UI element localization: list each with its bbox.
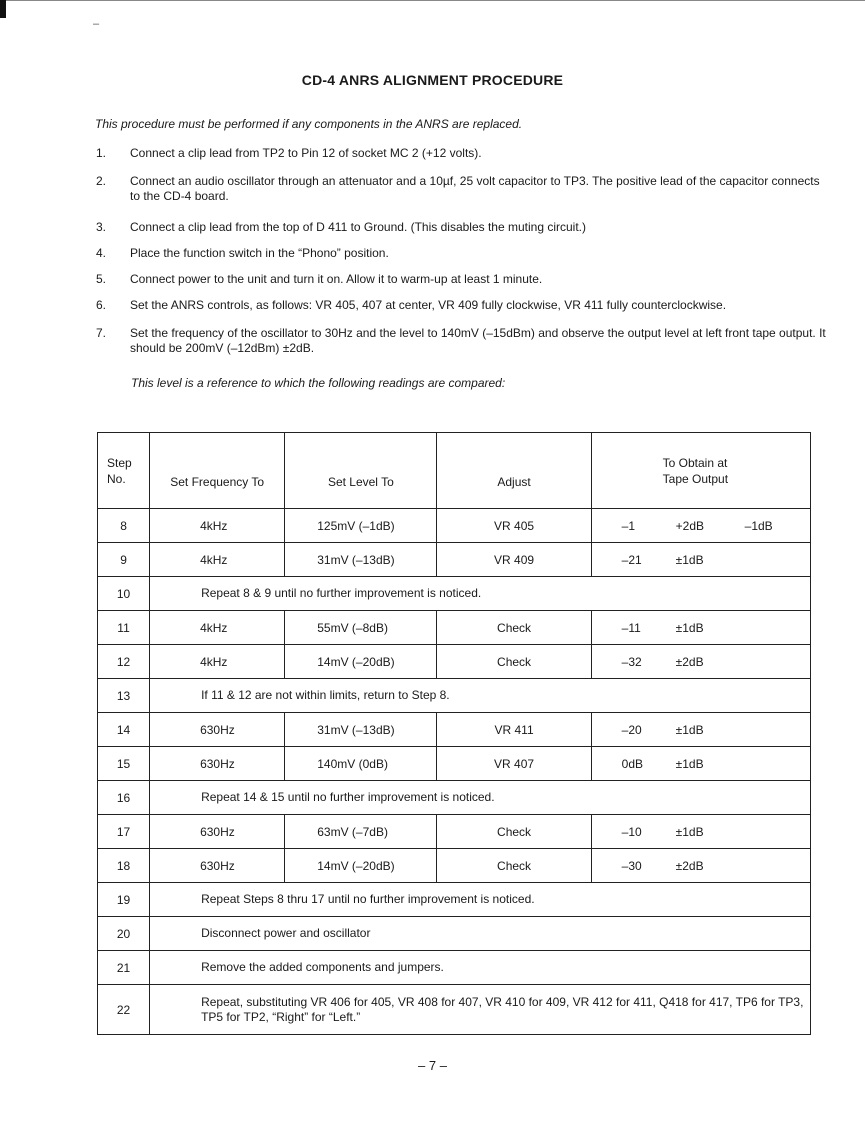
cell-level: 14mV (–20dB)	[285, 645, 437, 679]
cell-step: 12	[98, 645, 150, 679]
cell-step: 22	[98, 985, 150, 1035]
obtain-db: –11	[621, 620, 641, 635]
cell-frequency: 4kHz	[150, 645, 285, 679]
cell-frequency: 4kHz	[150, 543, 285, 577]
cell-level: 63mV (–7dB)	[285, 815, 437, 849]
table-row	[98, 509, 811, 543]
cell-obtain	[591, 815, 810, 849]
step-text: Place the function switch in the “Phono” position.	[130, 246, 389, 260]
step-text: Connect an audio oscillator through an attenuator and a 10µf, 25 volt capacitor to TP3. The positive lead of the capacitor connects to the CD-4 board.	[130, 174, 820, 203]
cell-adjust: Check	[437, 815, 591, 849]
obtain-db: 0dB	[621, 756, 644, 771]
table-row	[98, 883, 811, 917]
obtain-tolerance: ±1dB	[675, 552, 704, 567]
cell-frequency: 630Hz	[150, 815, 285, 849]
obtain-db: –1	[621, 518, 636, 533]
procedure-step	[96, 146, 830, 161]
scan-top-edge	[0, 0, 865, 1]
cell-adjust: Check	[437, 645, 591, 679]
step-text: Set the ANRS controls, as follows: VR 405, 407 at center, VR 409 fully clockwise, VR 411 fully counterclockwise.	[130, 298, 727, 312]
table-row	[98, 679, 811, 713]
cell-step: 11	[98, 611, 150, 645]
cell-level: 125mV (–1dB)	[285, 509, 437, 543]
table-row	[98, 577, 811, 611]
table-row	[98, 611, 811, 645]
header-adjust: Adjust	[437, 433, 591, 509]
cell-obtain	[591, 611, 810, 645]
header-step: Step No.	[98, 433, 150, 509]
cell-frequency: 630Hz	[150, 713, 285, 747]
cell-step: 18	[98, 849, 150, 883]
table-row	[98, 781, 811, 815]
page-title: CD-4 ANRS ALIGNMENT PROCEDURE	[301, 72, 564, 88]
cell-obtain	[591, 747, 810, 781]
page-number: – 7 –	[418, 1058, 447, 1073]
cell-instruction: Repeat, substituting VR 406 for 405, VR 408 for 407, VR 410 for 409, VR 412 for 411, Q418 for 417, TP6 for TP3, TP5 for TP2, “Right” for “Left.”	[150, 985, 811, 1035]
alignment-table-body	[98, 433, 811, 1035]
cell-frequency: 630Hz	[150, 849, 285, 883]
table-row	[98, 985, 811, 1035]
cell-step: 15	[98, 747, 150, 781]
procedure-step	[96, 174, 830, 204]
cell-level: 55mV (–8dB)	[285, 611, 437, 645]
cell-adjust: VR 405	[437, 509, 591, 543]
cell-instruction: Disconnect power and oscillator	[150, 917, 811, 951]
cell-adjust: Check	[437, 611, 591, 645]
cell-adjust: VR 407	[437, 747, 591, 781]
cell-obtain	[591, 849, 810, 883]
cell-instruction: Repeat 14 & 15 until no further improvement is noticed.	[150, 781, 811, 815]
procedure-step	[96, 220, 830, 235]
reference-note: This level is a reference to which the following readings are compared:	[131, 376, 506, 390]
obtain-db: –10	[621, 824, 642, 839]
cell-frequency: 630Hz	[150, 747, 285, 781]
cell-obtain	[591, 645, 810, 679]
cell-step: 21	[98, 951, 150, 985]
cell-level: 31mV (–13dB)	[285, 543, 437, 577]
cell-frequency: 4kHz	[150, 509, 285, 543]
table-row	[98, 645, 811, 679]
cell-obtain	[591, 509, 810, 543]
header-frequency: Set Frequency To	[150, 433, 285, 509]
obtain-tolerance: ±2dB	[675, 654, 704, 669]
cell-step: 8	[98, 509, 150, 543]
cell-instruction: Repeat Steps 8 thru 17 until no further improvement is noticed.	[150, 883, 811, 917]
cell-step: 17	[98, 815, 150, 849]
obtain-db: –21	[621, 552, 642, 567]
cell-step: 20	[98, 917, 150, 951]
table-row	[98, 543, 811, 577]
alignment-table	[97, 432, 811, 1035]
cell-frequency: 4kHz	[150, 611, 285, 645]
cell-step: 19	[98, 883, 150, 917]
cell-instruction: If 11 & 12 are not within limits, return to Step 8.	[150, 679, 811, 713]
procedure-step	[96, 326, 830, 356]
intro-note: This procedure must be performed if any components in the ANRS are replaced.	[95, 117, 523, 131]
cell-adjust: VR 409	[437, 543, 591, 577]
cell-level: 140mV (0dB)	[285, 747, 437, 781]
cell-adjust: VR 411	[437, 713, 591, 747]
header-level: Set Level To	[285, 433, 437, 509]
table-row	[98, 815, 811, 849]
step-number: 5.	[96, 272, 107, 286]
obtain-tolerance: ±1dB	[675, 824, 704, 839]
cell-instruction: Repeat 8 & 9 until no further improvement is noticed.	[150, 577, 811, 611]
obtain-db: –20	[621, 722, 642, 737]
step-number: 3.	[96, 220, 107, 234]
cell-adjust: Check	[437, 849, 591, 883]
scan-dash-mark: –	[93, 18, 100, 30]
step-number: 6.	[96, 298, 107, 312]
step-number: 2.	[96, 174, 107, 188]
cell-level: 14mV (–20dB)	[285, 849, 437, 883]
obtain-tolerance: ±2dB	[675, 858, 704, 873]
table-row	[98, 917, 811, 951]
obtain-extra: –1dB	[744, 518, 773, 533]
cell-obtain	[591, 543, 810, 577]
obtain-db: –32	[621, 654, 642, 669]
scan-corner-mark	[0, 0, 6, 18]
step-number: 4.	[96, 246, 107, 260]
header-obtain: To Obtain at Tape Output	[591, 433, 810, 509]
step-number: 7.	[96, 326, 107, 340]
cell-step: 14	[98, 713, 150, 747]
procedure-step	[96, 272, 830, 287]
table-row	[98, 747, 811, 781]
cell-level: 31mV (–13dB)	[285, 713, 437, 747]
step-text: Connect power to the unit and turn it on. Allow it to warm-up at least 1 minute.	[130, 272, 543, 286]
table-row	[98, 849, 811, 883]
table-row	[98, 713, 811, 747]
obtain-tolerance: +2dB	[675, 518, 705, 533]
step-text: Connect a clip lead from TP2 to Pin 12 of socket MC 2 (+12 volts).	[130, 146, 482, 160]
cell-step: 9	[98, 543, 150, 577]
step-number: 1.	[96, 146, 107, 160]
cell-step: 10	[98, 577, 150, 611]
cell-step: 16	[98, 781, 150, 815]
obtain-tolerance: ±1dB	[675, 722, 704, 737]
step-text: Set the frequency of the oscillator to 30Hz and the level to 140mV (–15dBm) and observe the output level at left front tape output. It should be 200mV (–12dBm) ±2dB.	[130, 326, 826, 355]
obtain-db: –30	[621, 858, 642, 873]
procedure-step	[96, 246, 830, 261]
cell-instruction: Remove the added components and jumpers.	[150, 951, 811, 985]
step-text: Connect a clip lead from the top of D 411 to Ground. (This disables the muting circuit.)	[130, 220, 586, 234]
obtain-tolerance: ±1dB	[675, 620, 704, 635]
table-header-row	[98, 433, 811, 509]
obtain-tolerance: ±1dB	[675, 756, 704, 771]
cell-step: 13	[98, 679, 150, 713]
cell-obtain	[591, 713, 810, 747]
table-row	[98, 951, 811, 985]
procedure-step	[96, 298, 830, 313]
